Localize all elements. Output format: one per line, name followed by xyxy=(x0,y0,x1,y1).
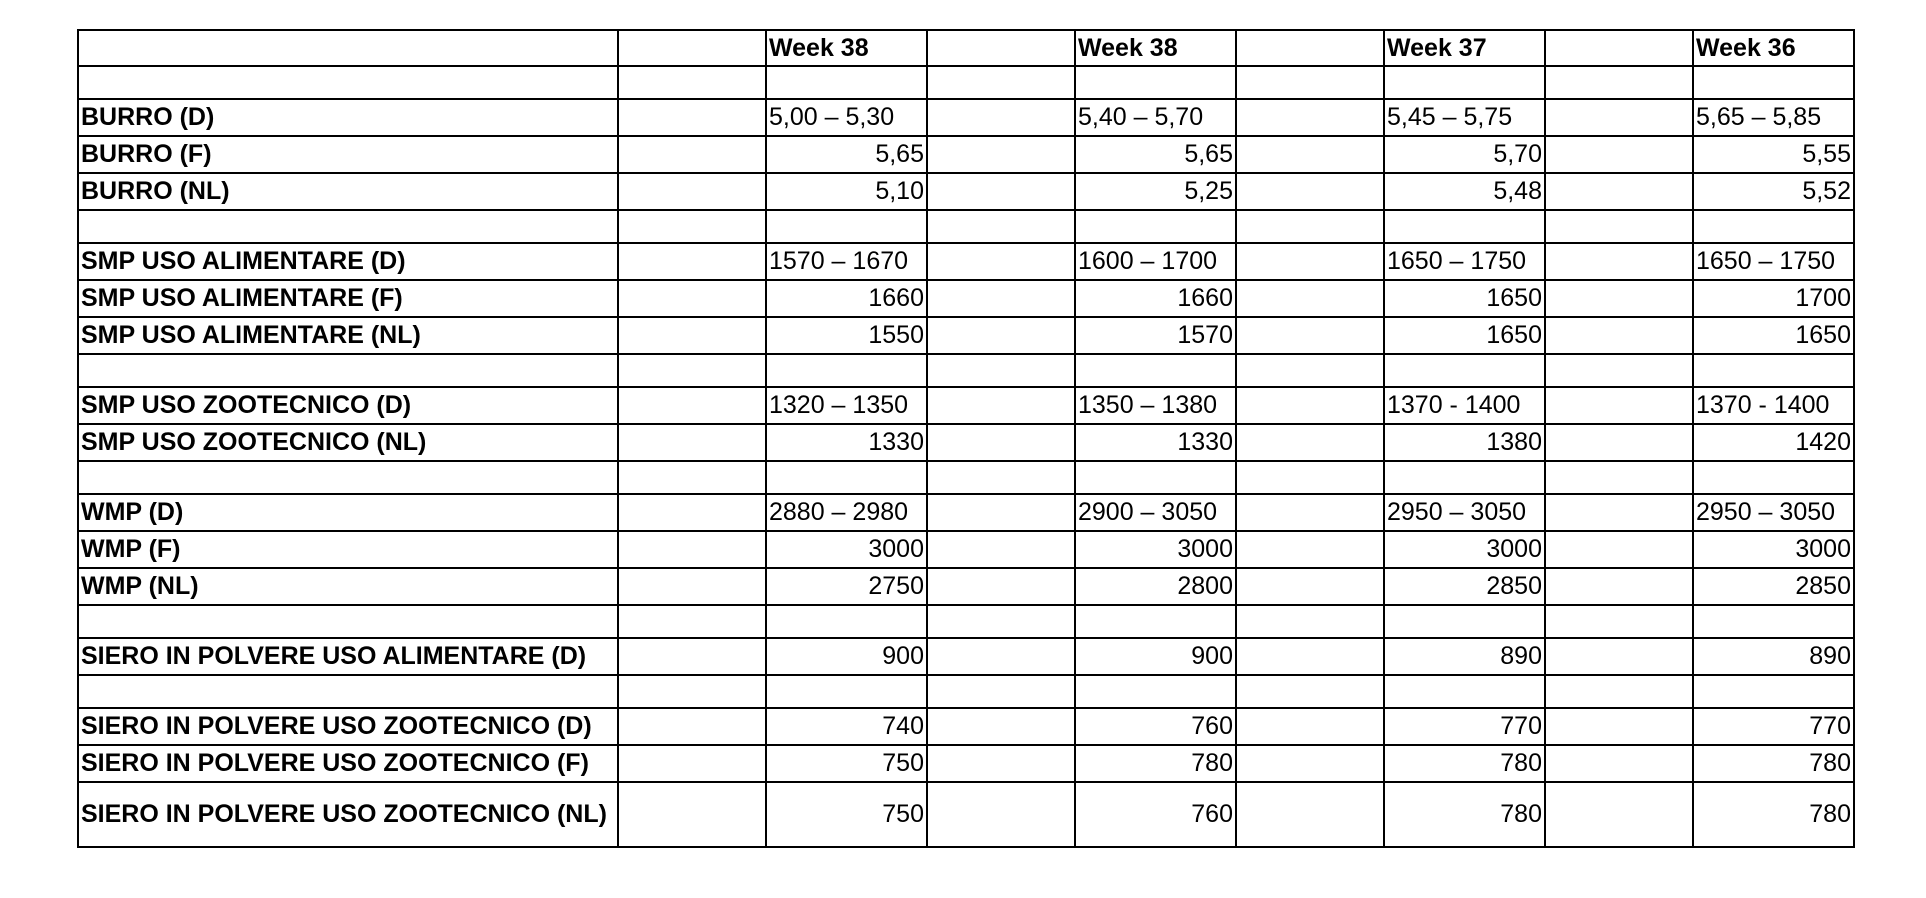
gap-cell xyxy=(618,280,766,317)
table-row xyxy=(78,99,1854,136)
empty-cell xyxy=(1236,675,1384,708)
product-label: SMP USO ZOOTECNICO (D) xyxy=(78,387,618,424)
gap-cell xyxy=(1236,745,1384,782)
empty-cell xyxy=(927,605,1075,638)
gap-cell xyxy=(1545,280,1693,317)
price-cell: 900 xyxy=(766,638,927,675)
gap-cell xyxy=(1236,638,1384,675)
gap-cell xyxy=(1545,387,1693,424)
empty-cell xyxy=(766,675,927,708)
spacer-row xyxy=(78,354,1854,387)
table-row xyxy=(78,638,1854,675)
spacer-row xyxy=(78,461,1854,494)
table-row xyxy=(78,782,1854,847)
price-cell: 1380 xyxy=(1384,424,1545,461)
price-cell: 5,45 – 5,75 xyxy=(1384,99,1545,136)
gap-cell xyxy=(1545,317,1693,354)
gap-cell xyxy=(927,424,1075,461)
week-header: Week 36 xyxy=(1693,30,1854,66)
gap-cell xyxy=(618,638,766,675)
price-cell: 780 xyxy=(1075,745,1236,782)
price-cell: 5,65 – 5,85 xyxy=(1693,99,1854,136)
empty-cell xyxy=(618,605,766,638)
header-label-cell xyxy=(78,30,618,66)
empty-cell xyxy=(1693,66,1854,99)
price-cell: 5,65 xyxy=(766,136,927,173)
price-cell: 1660 xyxy=(1075,280,1236,317)
empty-cell xyxy=(78,605,618,638)
table-row xyxy=(78,136,1854,173)
empty-cell xyxy=(927,675,1075,708)
empty-cell xyxy=(1075,461,1236,494)
price-cell: 1650 xyxy=(1693,317,1854,354)
empty-cell xyxy=(78,675,618,708)
product-label: WMP (F) xyxy=(78,531,618,568)
spacer-row xyxy=(78,675,1854,708)
price-cell: 1660 xyxy=(766,280,927,317)
week-header: Week 38 xyxy=(1075,30,1236,66)
price-cell: 760 xyxy=(1075,708,1236,745)
price-cell: 2880 – 2980 xyxy=(766,494,927,531)
table-row xyxy=(78,243,1854,280)
product-label: BURRO (NL) xyxy=(78,173,618,210)
gap-cell xyxy=(1545,424,1693,461)
price-cell: 3000 xyxy=(766,531,927,568)
spacer-row xyxy=(78,66,1854,99)
empty-cell xyxy=(766,66,927,99)
empty-cell xyxy=(78,354,618,387)
gap-cell xyxy=(618,243,766,280)
gap-cell xyxy=(927,243,1075,280)
gap-cell xyxy=(1236,136,1384,173)
product-label: SIERO IN POLVERE USO ZOOTECNICO (F) xyxy=(78,745,618,782)
gap-cell xyxy=(1545,173,1693,210)
price-cell: 1600 – 1700 xyxy=(1075,243,1236,280)
empty-cell xyxy=(766,605,927,638)
gap-cell xyxy=(1236,243,1384,280)
empty-cell xyxy=(1236,354,1384,387)
price-cell: 1650 xyxy=(1384,280,1545,317)
empty-cell xyxy=(1236,461,1384,494)
gap-cell xyxy=(927,531,1075,568)
empty-cell xyxy=(927,66,1075,99)
price-cell: 5,70 xyxy=(1384,136,1545,173)
empty-cell xyxy=(1693,605,1854,638)
gap-cell xyxy=(1236,782,1384,847)
empty-cell xyxy=(1075,675,1236,708)
gap-cell xyxy=(618,424,766,461)
empty-cell xyxy=(1545,354,1693,387)
product-label: SIERO IN POLVERE USO ZOOTECNICO (NL) xyxy=(78,782,618,847)
price-cell: 890 xyxy=(1693,638,1854,675)
price-cell: 1570 – 1670 xyxy=(766,243,927,280)
gap-cell xyxy=(1545,782,1693,847)
price-cell: 750 xyxy=(766,782,927,847)
price-table xyxy=(77,29,1855,848)
price-cell: 2850 xyxy=(1384,568,1545,605)
gap-cell xyxy=(618,531,766,568)
header-gap-cell xyxy=(927,30,1075,66)
empty-cell xyxy=(78,461,618,494)
product-label: WMP (D) xyxy=(78,494,618,531)
price-cell: 770 xyxy=(1384,708,1545,745)
gap-cell xyxy=(927,638,1075,675)
price-cell: 760 xyxy=(1075,782,1236,847)
empty-cell xyxy=(927,210,1075,243)
price-cell: 780 xyxy=(1384,782,1545,847)
price-cell: 3000 xyxy=(1384,531,1545,568)
empty-cell xyxy=(1545,66,1693,99)
empty-cell xyxy=(1075,605,1236,638)
price-cell: 1700 xyxy=(1693,280,1854,317)
header-gap-cell xyxy=(1236,30,1384,66)
empty-cell xyxy=(618,66,766,99)
price-cell: 780 xyxy=(1384,745,1545,782)
gap-cell xyxy=(1236,387,1384,424)
gap-cell xyxy=(927,494,1075,531)
product-label: SMP USO ALIMENTARE (F) xyxy=(78,280,618,317)
empty-cell xyxy=(766,461,927,494)
gap-cell xyxy=(927,173,1075,210)
empty-cell xyxy=(1236,210,1384,243)
gap-cell xyxy=(1236,424,1384,461)
empty-cell xyxy=(766,354,927,387)
header-gap-cell xyxy=(1545,30,1693,66)
gap-cell xyxy=(1545,99,1693,136)
price-cell: 3000 xyxy=(1693,531,1854,568)
table-row xyxy=(78,494,1854,531)
empty-cell xyxy=(1545,675,1693,708)
empty-cell xyxy=(1545,461,1693,494)
gap-cell xyxy=(1236,708,1384,745)
product-label: WMP (NL) xyxy=(78,568,618,605)
price-cell: 780 xyxy=(1693,745,1854,782)
price-cell: 5,25 xyxy=(1075,173,1236,210)
empty-cell xyxy=(1236,66,1384,99)
gap-cell xyxy=(927,568,1075,605)
gap-cell xyxy=(618,494,766,531)
spacer-row xyxy=(78,210,1854,243)
gap-cell xyxy=(927,708,1075,745)
price-cell: 2950 – 3050 xyxy=(1384,494,1545,531)
table-row xyxy=(78,424,1854,461)
price-cell: 2800 xyxy=(1075,568,1236,605)
gap-cell xyxy=(1236,568,1384,605)
price-cell: 3000 xyxy=(1075,531,1236,568)
table-row xyxy=(78,568,1854,605)
gap-cell xyxy=(927,99,1075,136)
empty-cell xyxy=(766,210,927,243)
gap-cell xyxy=(618,173,766,210)
gap-cell xyxy=(1545,494,1693,531)
price-cell: 5,52 xyxy=(1693,173,1854,210)
product-label: SMP USO ALIMENTARE (D) xyxy=(78,243,618,280)
gap-cell xyxy=(927,317,1075,354)
table-row xyxy=(78,280,1854,317)
empty-cell xyxy=(618,675,766,708)
header-row xyxy=(78,30,1854,66)
gap-cell xyxy=(618,745,766,782)
table-row xyxy=(78,708,1854,745)
price-cell: 770 xyxy=(1693,708,1854,745)
empty-cell xyxy=(1075,210,1236,243)
price-cell: 1330 xyxy=(766,424,927,461)
gap-cell xyxy=(618,708,766,745)
table-row xyxy=(78,745,1854,782)
empty-cell xyxy=(618,461,766,494)
empty-cell xyxy=(1236,605,1384,638)
empty-cell xyxy=(1693,354,1854,387)
price-cell: 5,65 xyxy=(1075,136,1236,173)
empty-cell xyxy=(1384,66,1545,99)
gap-cell xyxy=(1236,99,1384,136)
gap-cell xyxy=(1236,280,1384,317)
week-header: Week 38 xyxy=(766,30,927,66)
empty-cell xyxy=(1693,210,1854,243)
empty-cell xyxy=(927,461,1075,494)
price-cell: 2750 xyxy=(766,568,927,605)
table-row xyxy=(78,317,1854,354)
price-cell: 1650 – 1750 xyxy=(1693,243,1854,280)
price-cell: 2900 – 3050 xyxy=(1075,494,1236,531)
empty-cell xyxy=(78,210,618,243)
price-cell: 1650 xyxy=(1384,317,1545,354)
table-body xyxy=(78,30,1854,847)
product-label: SMP USO ALIMENTARE (NL) xyxy=(78,317,618,354)
week-header: Week 37 xyxy=(1384,30,1545,66)
price-cell: 750 xyxy=(766,745,927,782)
price-cell: 1420 xyxy=(1693,424,1854,461)
table-row xyxy=(78,387,1854,424)
empty-cell xyxy=(78,66,618,99)
product-label: SIERO IN POLVERE USO ALIMENTARE (D) xyxy=(78,638,618,675)
empty-cell xyxy=(1384,675,1545,708)
empty-cell xyxy=(1384,605,1545,638)
gap-cell xyxy=(1545,568,1693,605)
table-row xyxy=(78,173,1854,210)
gap-cell xyxy=(1545,531,1693,568)
price-cell: 890 xyxy=(1384,638,1545,675)
empty-cell xyxy=(1384,461,1545,494)
empty-cell xyxy=(1384,354,1545,387)
price-cell: 5,48 xyxy=(1384,173,1545,210)
price-cell: 1350 – 1380 xyxy=(1075,387,1236,424)
price-cell: 2850 xyxy=(1693,568,1854,605)
gap-cell xyxy=(1545,745,1693,782)
empty-cell xyxy=(1075,66,1236,99)
price-cell: 780 xyxy=(1693,782,1854,847)
gap-cell xyxy=(927,280,1075,317)
gap-cell xyxy=(618,782,766,847)
gap-cell xyxy=(1545,243,1693,280)
gap-cell xyxy=(618,317,766,354)
empty-cell xyxy=(1693,675,1854,708)
price-cell: 5,10 xyxy=(766,173,927,210)
price-cell: 5,55 xyxy=(1693,136,1854,173)
price-cell: 1370 - 1400 xyxy=(1384,387,1545,424)
price-cell: 1320 – 1350 xyxy=(766,387,927,424)
gap-cell xyxy=(1236,494,1384,531)
product-label: BURRO (D) xyxy=(78,99,618,136)
empty-cell xyxy=(1545,210,1693,243)
price-cell: 1570 xyxy=(1075,317,1236,354)
empty-cell xyxy=(618,354,766,387)
gap-cell xyxy=(927,387,1075,424)
gap-cell xyxy=(1545,638,1693,675)
price-cell: 740 xyxy=(766,708,927,745)
price-cell: 1370 - 1400 xyxy=(1693,387,1854,424)
gap-cell xyxy=(618,136,766,173)
gap-cell xyxy=(1236,317,1384,354)
price-cell: 1330 xyxy=(1075,424,1236,461)
empty-cell xyxy=(1545,605,1693,638)
table-row xyxy=(78,531,1854,568)
product-label: BURRO (F) xyxy=(78,136,618,173)
empty-cell xyxy=(927,354,1075,387)
gap-cell xyxy=(618,99,766,136)
gap-cell xyxy=(927,745,1075,782)
price-cell: 1550 xyxy=(766,317,927,354)
price-cell: 5,40 – 5,70 xyxy=(1075,99,1236,136)
price-cell: 5,00 – 5,30 xyxy=(766,99,927,136)
gap-cell xyxy=(618,387,766,424)
gap-cell xyxy=(1236,531,1384,568)
product-label: SIERO IN POLVERE USO ZOOTECNICO (D) xyxy=(78,708,618,745)
gap-cell xyxy=(1545,708,1693,745)
header-gap-cell xyxy=(618,30,766,66)
gap-cell xyxy=(927,782,1075,847)
gap-cell xyxy=(1236,173,1384,210)
spacer-row xyxy=(78,605,1854,638)
gap-cell xyxy=(1545,136,1693,173)
gap-cell xyxy=(927,136,1075,173)
price-cell: 1650 – 1750 xyxy=(1384,243,1545,280)
product-label: SMP USO ZOOTECNICO (NL) xyxy=(78,424,618,461)
gap-cell xyxy=(618,568,766,605)
empty-cell xyxy=(1075,354,1236,387)
empty-cell xyxy=(618,210,766,243)
empty-cell xyxy=(1384,210,1545,243)
empty-cell xyxy=(1693,461,1854,494)
price-cell: 2950 – 3050 xyxy=(1693,494,1854,531)
price-cell: 900 xyxy=(1075,638,1236,675)
